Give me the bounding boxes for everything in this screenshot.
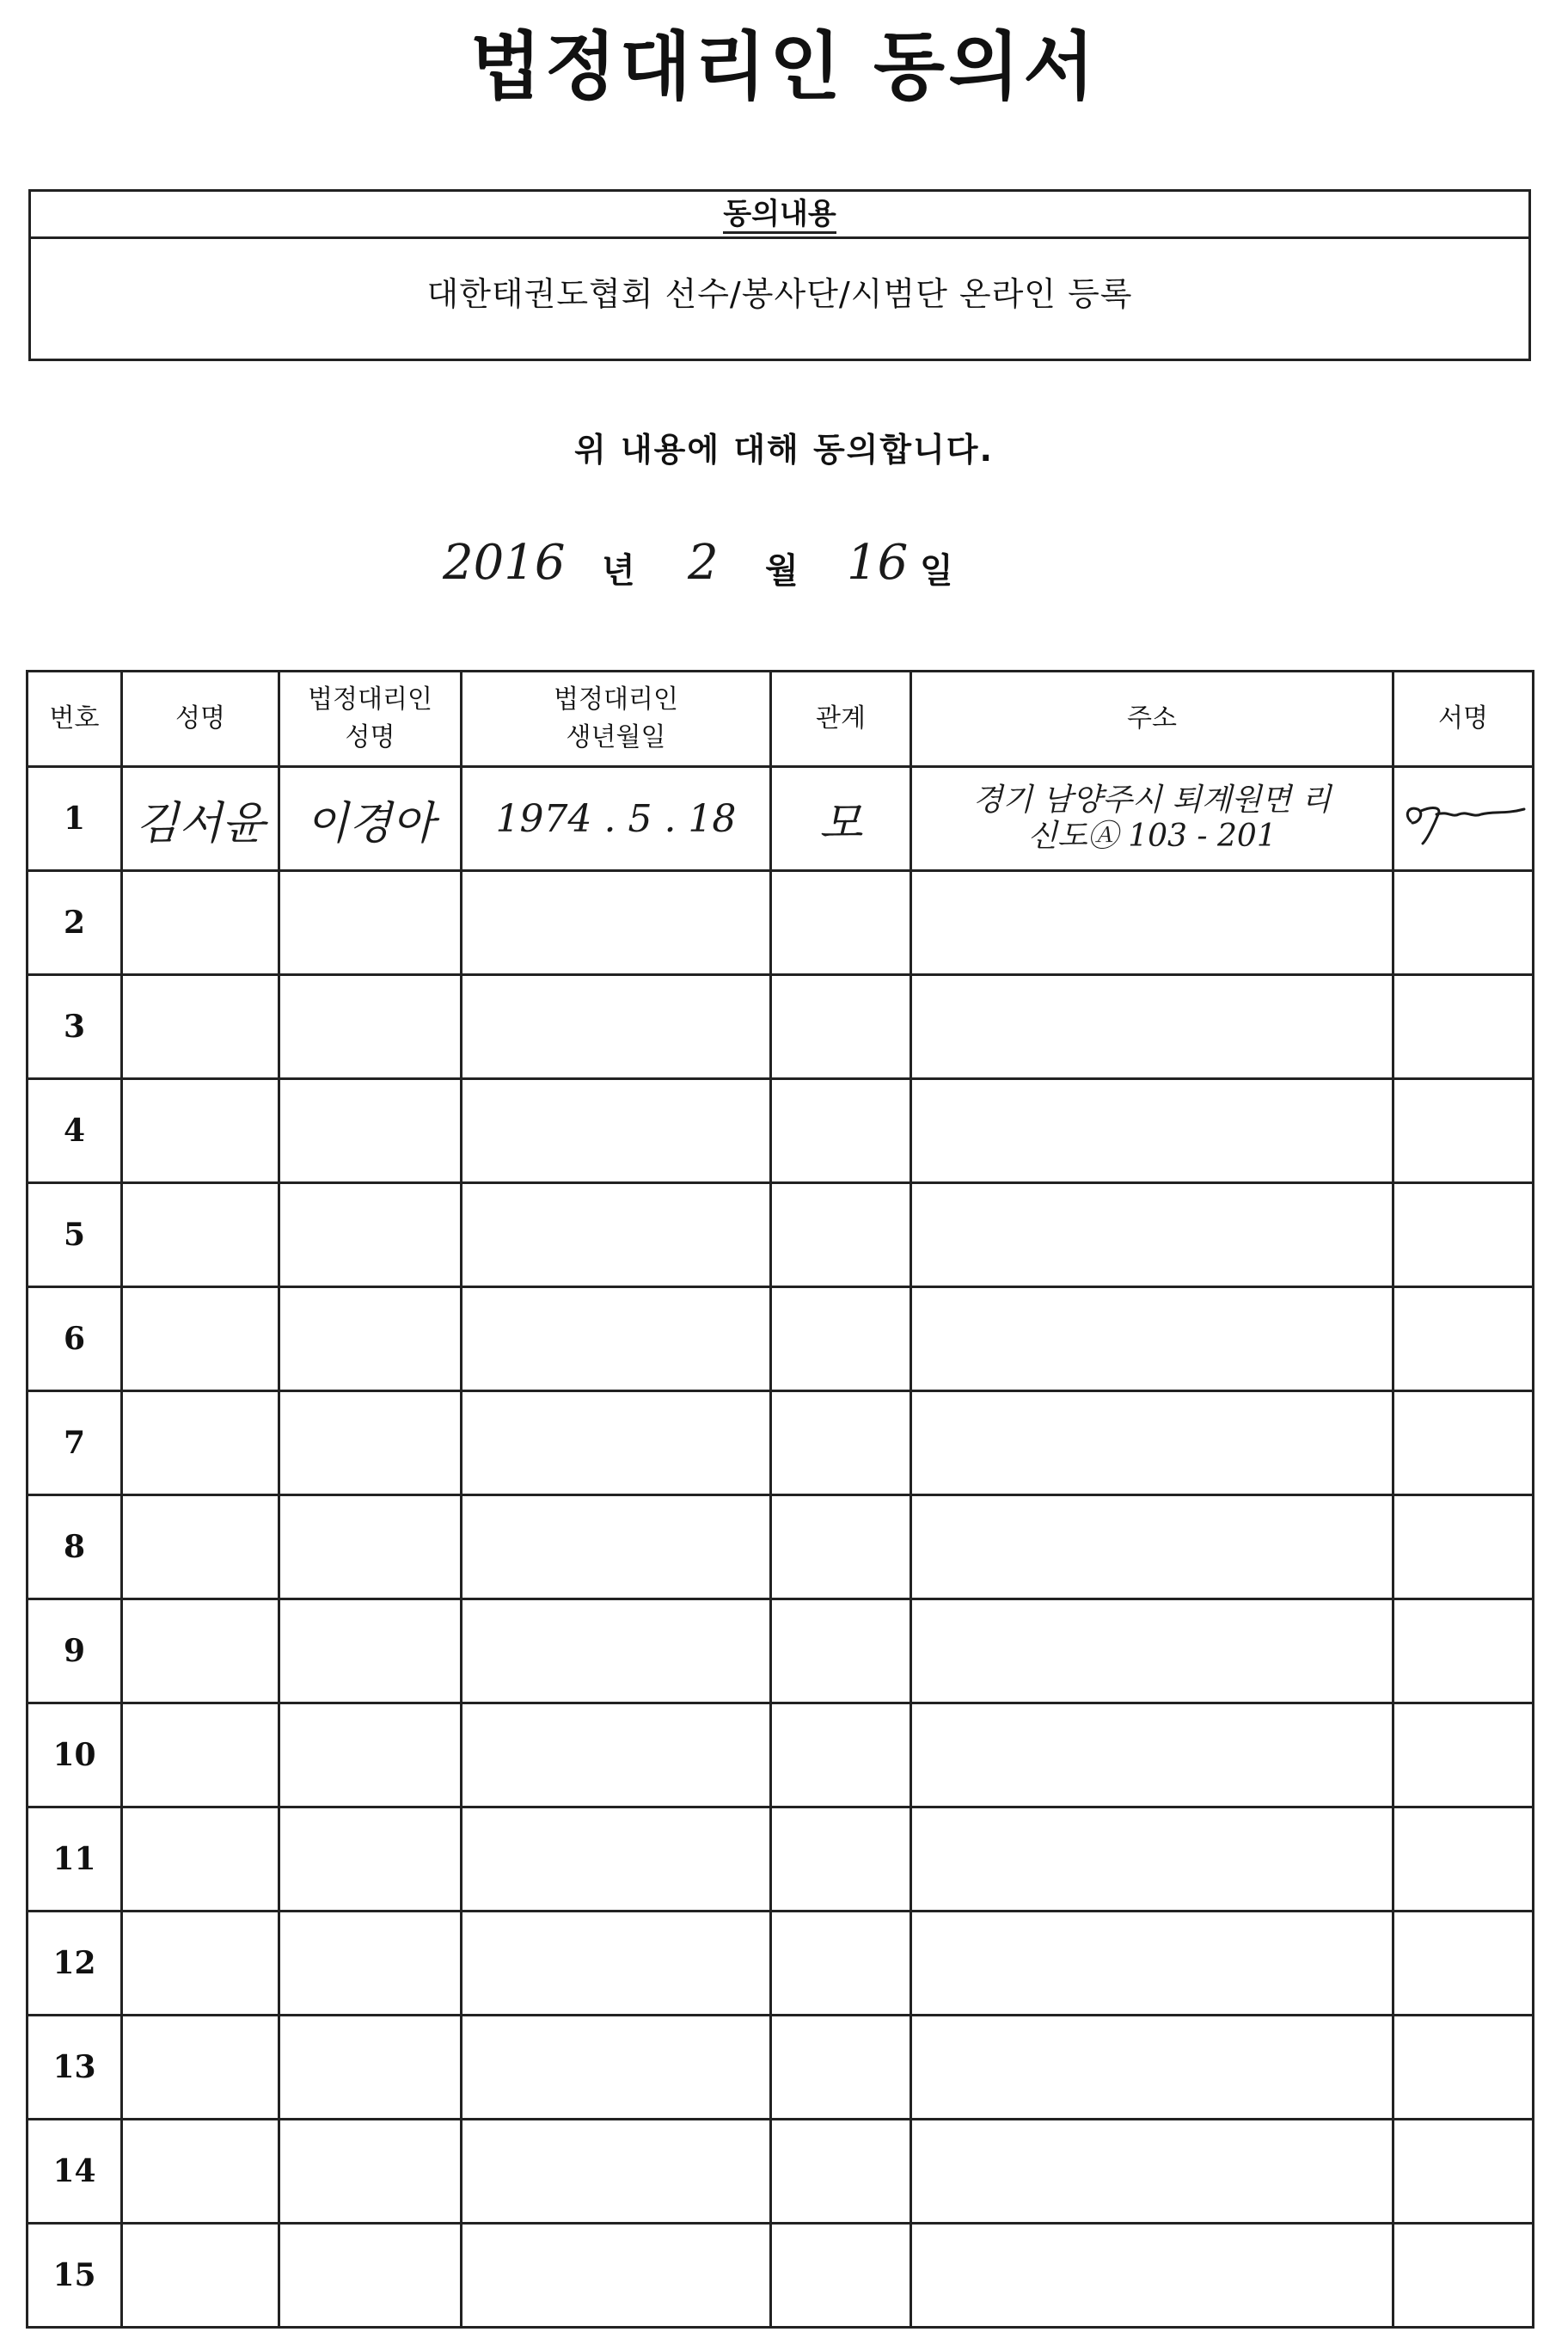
row-number: 4: [28, 1079, 122, 1183]
header-name: 성명: [122, 672, 279, 767]
header-guardian-name: [279, 672, 462, 767]
header-signature: 서명: [1393, 672, 1534, 767]
row-name: [122, 1183, 279, 1287]
row-relation: [771, 1912, 911, 2016]
row-guardian-birth: [462, 2120, 771, 2224]
row-guardian-birth: [462, 1807, 771, 1912]
row-name: [122, 871, 279, 975]
table-row: [28, 1391, 1534, 1495]
row-number: 1: [28, 767, 122, 871]
row-guardian-name: [279, 1807, 462, 1912]
row-signature: [1393, 1079, 1534, 1183]
row-number: 10: [28, 1703, 122, 1807]
row-guardian-birth: [462, 1495, 771, 1599]
row-guardian-birth: [462, 1703, 771, 1807]
row-address-line1: 경기 남양주시 퇴계원면 리: [972, 782, 1332, 818]
row-relation: [771, 975, 911, 1079]
row-guardian-birth: [462, 1079, 771, 1183]
date-day-unit: 일: [920, 551, 953, 591]
row-name: [122, 975, 279, 1079]
consent-header-label: 동의내용: [723, 197, 836, 234]
guardian-table: [26, 670, 1534, 2329]
row-guardian-name: [279, 1599, 462, 1703]
row-address: [911, 1287, 1393, 1391]
row-name: [122, 1912, 279, 2016]
row-relation: [771, 871, 911, 975]
row-address: [911, 767, 1393, 871]
table-row: [28, 1183, 1534, 1287]
row-address: [911, 975, 1393, 1079]
row-signature: [1393, 2016, 1534, 2120]
row-number: 11: [28, 1807, 122, 1912]
row-guardian-name: [279, 1183, 462, 1287]
table-row: [28, 975, 1534, 1079]
row-guardian-birth: [462, 1183, 771, 1287]
row-name: [122, 2224, 279, 2328]
date-year: 2016: [443, 535, 566, 591]
row-signature: [1393, 2224, 1534, 2328]
row-name: [122, 1079, 279, 1183]
row-signature: [1393, 975, 1534, 1079]
row-relation: [771, 1287, 911, 1391]
row-number: 14: [28, 2120, 122, 2224]
document-title: 법정대리인 동의서: [469, 24, 1099, 110]
row-number: 7: [28, 1391, 122, 1495]
row-guardian-name: [279, 975, 462, 1079]
table-row: [28, 1287, 1534, 1391]
date-line: [0, 531, 1568, 600]
row-number: 12: [28, 1912, 122, 2016]
table-row: [28, 1807, 1534, 1912]
row-guardian-birth: 1974 . 5 . 18: [462, 767, 771, 871]
header-address: 주소: [911, 672, 1393, 767]
table-row: [28, 1495, 1534, 1599]
header-guardian-name-line2: 성명: [345, 722, 395, 752]
row-address: [911, 1495, 1393, 1599]
row-address: [911, 1183, 1393, 1287]
row-number: 8: [28, 1495, 122, 1599]
row-guardian-name: [279, 1495, 462, 1599]
row-address: [911, 1912, 1393, 2016]
consent-body: 대한태권도협회 선수/봉사단/시범단 온라인 등록: [426, 275, 1133, 313]
row-signature: [1393, 1495, 1534, 1599]
date-year-unit: 년: [602, 551, 635, 591]
row-signature: [1393, 1599, 1534, 1703]
row-relation: [771, 1703, 911, 1807]
row-guardian-name: [279, 1079, 462, 1183]
row-signature: [1393, 1807, 1534, 1912]
row-name: [122, 1391, 279, 1495]
header-guardian-birth-line1: 법정대리인: [554, 684, 678, 715]
table-row: [28, 767, 1534, 871]
row-relation: [771, 1495, 911, 1599]
header-guardian-birth: [462, 672, 771, 767]
row-name: [122, 2120, 279, 2224]
row-guardian-birth: [462, 2224, 771, 2328]
table-row: [28, 871, 1534, 975]
row-guardian-birth: [462, 1391, 771, 1495]
row-relation: [771, 2016, 911, 2120]
agreement-statement: 위 내용에 대해 동의합니다.: [574, 431, 994, 469]
row-name: [122, 1599, 279, 1703]
row-guardian-birth: [462, 975, 771, 1079]
row-relation: [771, 1079, 911, 1183]
date-month-unit: 월: [765, 551, 799, 591]
row-guardian-name: 이경아: [279, 767, 462, 871]
row-relation: [771, 1807, 911, 1912]
header-guardian-name-line1: 법정대리인: [308, 684, 432, 715]
consent-box: [28, 189, 1531, 361]
row-signature: [1393, 1703, 1534, 1807]
row-guardian-name: [279, 871, 462, 975]
row-signature: [1393, 767, 1534, 871]
row-guardian-name: [279, 1287, 462, 1391]
row-name: [122, 1703, 279, 1807]
row-number: 13: [28, 2016, 122, 2120]
row-address: [911, 1599, 1393, 1703]
row-signature: [1393, 871, 1534, 975]
row-guardian-birth: [462, 1599, 771, 1703]
row-guardian-name: [279, 2120, 462, 2224]
row-name: [122, 1495, 279, 1599]
row-guardian-name: [279, 2224, 462, 2328]
row-address: [911, 1391, 1393, 1495]
header-number: 번호: [28, 672, 122, 767]
row-number: 15: [28, 2224, 122, 2328]
table-row: [28, 1599, 1534, 1703]
row-signature: [1393, 2120, 1534, 2224]
row-relation: [771, 1599, 911, 1703]
row-address: [911, 2224, 1393, 2328]
date-month: 2: [688, 535, 719, 591]
row-relation: 모: [771, 767, 911, 871]
row-relation: [771, 1391, 911, 1495]
row-signature: [1393, 1912, 1534, 2016]
consent-header: [31, 192, 1528, 239]
row-relation: [771, 1183, 911, 1287]
row-address: [911, 2120, 1393, 2224]
row-number: 5: [28, 1183, 122, 1287]
row-guardian-birth: [462, 1912, 771, 2016]
row-signature: [1393, 1391, 1534, 1495]
row-number: 3: [28, 975, 122, 1079]
row-guardian-name: [279, 2016, 462, 2120]
handwritten-signature-icon: [1399, 789, 1528, 849]
row-address-line2: 신도Ⓐ 103 - 201: [1027, 819, 1277, 854]
header-relation: 관계: [771, 672, 911, 767]
row-number: 6: [28, 1287, 122, 1391]
row-address: [911, 1807, 1393, 1912]
table-row: [28, 1079, 1534, 1183]
row-guardian-name: [279, 1912, 462, 2016]
header-guardian-birth-line2: 생년월일: [566, 722, 666, 752]
row-address: [911, 1703, 1393, 1807]
row-relation: [771, 2120, 911, 2224]
row-address: [911, 871, 1393, 975]
row-name: 김서윤: [122, 767, 279, 871]
row-address: [911, 2016, 1393, 2120]
row-signature: [1393, 1287, 1534, 1391]
row-guardian-birth: [462, 871, 771, 975]
row-name: [122, 2016, 279, 2120]
row-number: 9: [28, 1599, 122, 1703]
date-day: 16: [847, 535, 909, 591]
table-row: [28, 2120, 1534, 2224]
table-row: [28, 1912, 1534, 2016]
row-name: [122, 1807, 279, 1912]
row-number: 2: [28, 871, 122, 975]
table-row: [28, 1703, 1534, 1807]
row-name: [122, 1287, 279, 1391]
table-row: [28, 2224, 1534, 2328]
table-row: [28, 2016, 1534, 2120]
table-header-row: [28, 672, 1534, 767]
row-signature: [1393, 1183, 1534, 1287]
row-guardian-name: [279, 1703, 462, 1807]
row-guardian-birth: [462, 1287, 771, 1391]
row-relation: [771, 2224, 911, 2328]
row-address: [911, 1079, 1393, 1183]
row-guardian-name: [279, 1391, 462, 1495]
row-guardian-birth: [462, 2016, 771, 2120]
